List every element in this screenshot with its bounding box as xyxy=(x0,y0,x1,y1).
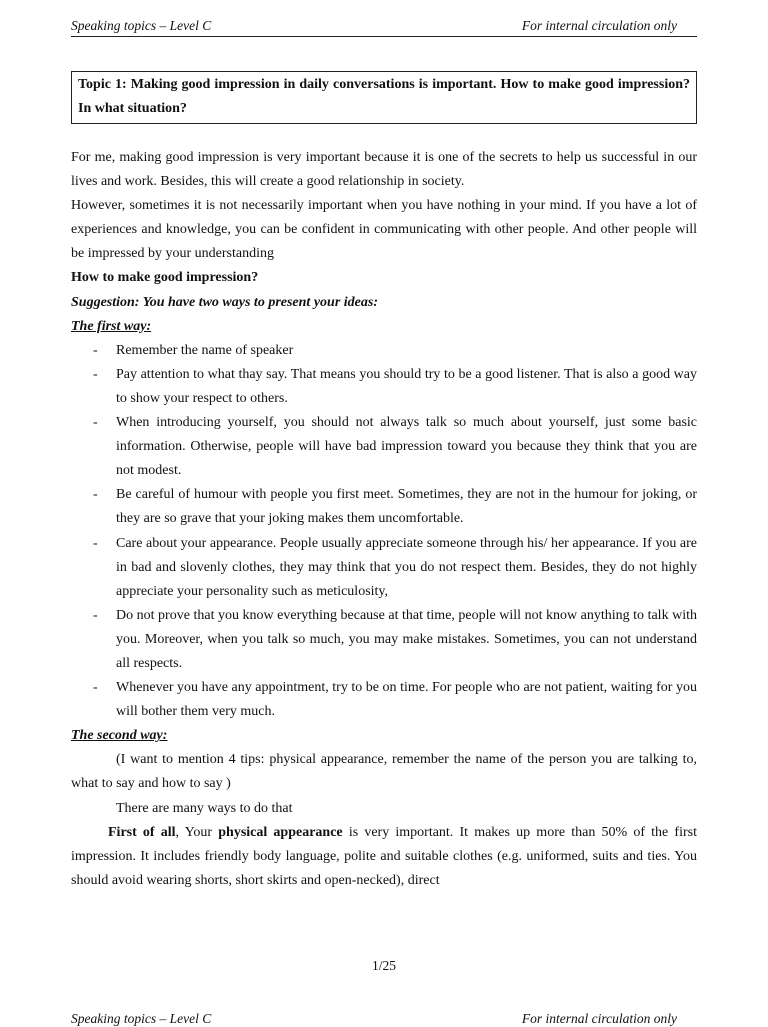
suggestion-line: Suggestion: You have two ways to present your ideas: xyxy=(71,294,378,310)
intro-paragraph-1: For me, making good impression is very important because it is one of the secrets to help us successful in our lives and work. Besides, this will create a good relationship in society. xyxy=(71,150,697,190)
list-item: - Do not prove that you know everything because at that time, people will not know anything to talk with you. Moreover, when you talk so much, you may make mistakes. Sometimes, you can not understand all respects. xyxy=(71,604,697,676)
tips-paragraph: (I want to mention 4 tips: physical appearance, remember the name of the person you are talking to, what to say and how to say ) xyxy=(71,752,697,792)
list-item: - Whenever you have any appointment, try to be on time. For people who are not patient, waiting for you will bother them very much. xyxy=(71,676,697,724)
second-way-title: The second way: xyxy=(71,728,168,744)
first-of-all-text: First of all xyxy=(108,824,176,840)
intro-paragraph-2: However, sometimes it is not necessarily important when you have nothing in your mind. If you have a lot of experiences and knowledge, you can be confident in communicating with other people. And other people will be impressed by your understanding xyxy=(71,198,697,262)
footer-left: Speaking topics – Level C xyxy=(71,1011,212,1026)
page-header xyxy=(71,16,697,37)
list-item: - When introducing yourself, you should not always talk so much about yourself, just some basic information. Otherwise, people will have bad impression toward you because they think that you are not modest. xyxy=(71,411,697,483)
physical-appearance-rest: is very important. It makes up more than 50% of the first impression. It includes friendly body language, polite and suitable clothes (e.g. uniformed, suits and ties. You should avoid wearing shorts, short skirts and open-necked), direct xyxy=(71,824,697,888)
list-item: - Care about your appearance. People usually appreciate someone through his/ her appearance. If you are in bad and slovenly clothes, they may think that you do not respect them. Besides, they do not highly appreciate your personality such as meticulosity, xyxy=(71,532,697,604)
physical-appearance-text: physical appearance xyxy=(218,824,343,840)
page-number: 1/25 xyxy=(371,958,396,973)
physical-appearance-paragraph xyxy=(71,821,697,893)
first-way-list xyxy=(71,339,697,725)
list-item: - Be careful of humour with people you first meet. Sometimes, they are not in the humour for joking, or they are so grave that your joking makes them uncomfortable. xyxy=(71,483,697,531)
many-ways-line: There are many ways to do that xyxy=(116,800,293,816)
list-item: - Remember the name of speaker xyxy=(71,339,697,363)
header-right: For internal circulation only xyxy=(521,18,677,33)
document-body xyxy=(71,146,697,893)
how-heading: How to make good impression? xyxy=(71,270,259,286)
list-item: - Pay attention to what thay say. That means you should try to be a good listener. That is also a good way to show your respect to others. xyxy=(71,363,697,411)
header-left: Speaking topics – Level C xyxy=(71,18,212,33)
footer-right: For internal circulation only xyxy=(521,1011,677,1026)
topic-box: Topic 1: Making good impression in daily conversations is important. How to make good impression? In what situation? xyxy=(71,71,697,124)
first-way-title: The first way: xyxy=(71,318,152,334)
comma-your-text: , Your xyxy=(175,824,219,840)
